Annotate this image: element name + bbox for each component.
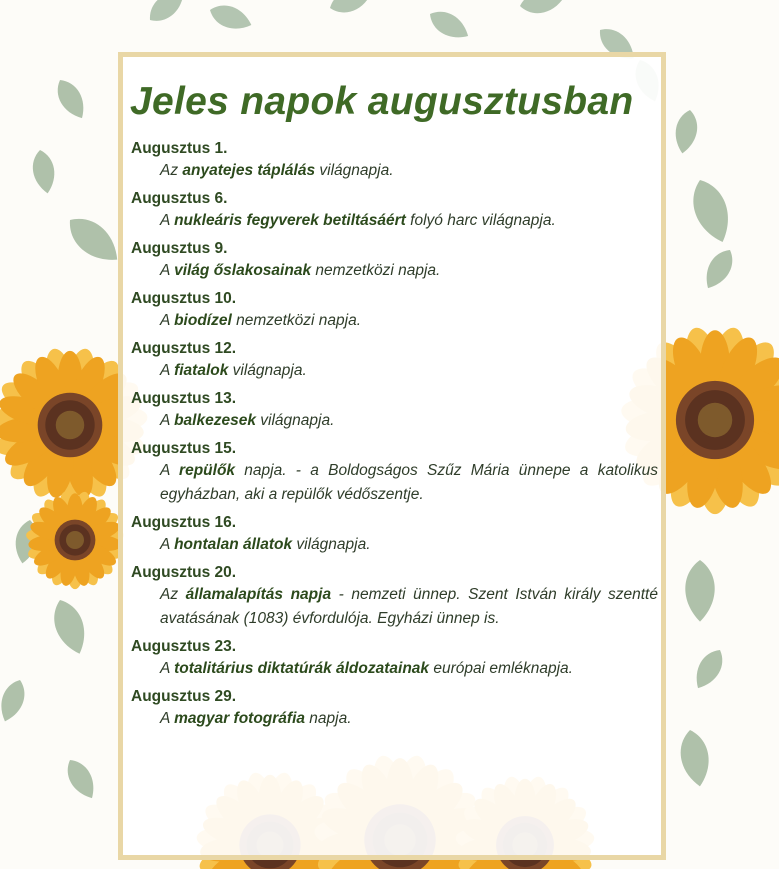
entry-date: Augusztus 1. bbox=[131, 140, 228, 157]
entry-description bbox=[124, 657, 662, 681]
entry-date: Augusztus 13. bbox=[131, 390, 237, 407]
entry-text-suffix: világnapja. bbox=[228, 362, 307, 379]
entry-text-prefix: Az bbox=[160, 162, 183, 179]
entry-date: Augusztus 29. bbox=[131, 688, 237, 705]
page-title: Jeles napok augusztusban bbox=[130, 80, 634, 123]
entry-description bbox=[124, 409, 662, 433]
entry-highlight: hontalan állatok bbox=[174, 536, 293, 553]
entry-highlight: repülők bbox=[179, 462, 236, 479]
entry-date: Augusztus 9. bbox=[131, 240, 228, 257]
entry-date: Augusztus 23. bbox=[131, 638, 237, 655]
entry-date: Augusztus 15. bbox=[131, 440, 237, 457]
list-item bbox=[124, 512, 662, 557]
entry-date: Augusztus 16. bbox=[131, 514, 237, 531]
entry-description bbox=[124, 359, 662, 383]
entry-highlight: biodízel bbox=[174, 312, 232, 329]
entry-text-prefix: A bbox=[160, 710, 175, 727]
entry-description bbox=[124, 583, 662, 631]
entry-text-suffix: európai emléknapja. bbox=[429, 660, 573, 677]
entry-date: Augusztus 6. bbox=[131, 190, 228, 207]
entry-description bbox=[124, 159, 662, 183]
entry-highlight: totalitárius diktatúrák áldozatainak bbox=[174, 660, 430, 677]
entry-text-suffix: napja. - a Boldogságos Szűz Mária ünnepe a katolikus egyházban, aki a repülők védőszentje. bbox=[160, 462, 658, 503]
entry-text-prefix: Az bbox=[160, 586, 186, 603]
entry-text-suffix: világnapja. bbox=[255, 412, 335, 429]
content bbox=[124, 78, 662, 736]
entry-text-prefix: A bbox=[160, 536, 175, 553]
list-item bbox=[124, 338, 662, 383]
entry-text-suffix: nemzetközi napja. bbox=[231, 312, 362, 329]
entry-text-prefix: A bbox=[160, 412, 175, 429]
entry-text-suffix: - nemzeti ünnep. Szent István király szentté avatásának (1083) évfordulója. Egyházi ünnep is. bbox=[160, 586, 658, 627]
entry-highlight: anyatejes táplálás bbox=[182, 162, 316, 179]
entry-highlight: magyar fotográfia bbox=[174, 710, 305, 727]
entry-description bbox=[124, 533, 662, 557]
entry-description bbox=[124, 707, 662, 731]
entry-date: Augusztus 12. bbox=[131, 340, 237, 357]
list-item bbox=[124, 438, 662, 507]
list-item bbox=[124, 686, 662, 731]
entry-date: Augusztus 10. bbox=[131, 290, 237, 307]
entry-text-suffix: nemzetközi napja. bbox=[311, 262, 441, 279]
entry-text-prefix: A bbox=[160, 312, 175, 329]
entry-highlight: államalapítás napja bbox=[185, 586, 332, 603]
entry-text-suffix: világnapja. bbox=[292, 536, 371, 553]
entry-date: Augusztus 20. bbox=[131, 564, 237, 581]
entry-list bbox=[124, 138, 662, 731]
list-item bbox=[124, 238, 662, 283]
entry-highlight: világ őslakosainak bbox=[174, 262, 312, 279]
list-item bbox=[124, 288, 662, 333]
entry-description bbox=[124, 209, 662, 233]
entry-highlight: balkezesek bbox=[174, 412, 256, 429]
entry-text-prefix: A bbox=[160, 362, 175, 379]
entry-text-prefix: A bbox=[160, 212, 175, 229]
entry-description bbox=[124, 459, 662, 507]
list-item bbox=[124, 388, 662, 433]
entry-description bbox=[124, 309, 662, 333]
entry-text-prefix: A bbox=[160, 262, 175, 279]
entry-text-prefix: A bbox=[160, 660, 175, 677]
list-item bbox=[124, 188, 662, 233]
list-item bbox=[124, 562, 662, 631]
entry-text-suffix: napja. bbox=[305, 710, 352, 727]
list-item bbox=[124, 138, 662, 183]
entry-text-prefix: A bbox=[160, 462, 180, 479]
entry-highlight: fiatalok bbox=[174, 362, 229, 379]
entry-description bbox=[124, 259, 662, 283]
entry-text-suffix: folyó harc világnapja. bbox=[405, 212, 556, 229]
list-item bbox=[124, 636, 662, 681]
entry-text-suffix: világnapja. bbox=[315, 162, 394, 179]
entry-highlight: nukleáris fegyverek betiltásáért bbox=[174, 212, 406, 229]
